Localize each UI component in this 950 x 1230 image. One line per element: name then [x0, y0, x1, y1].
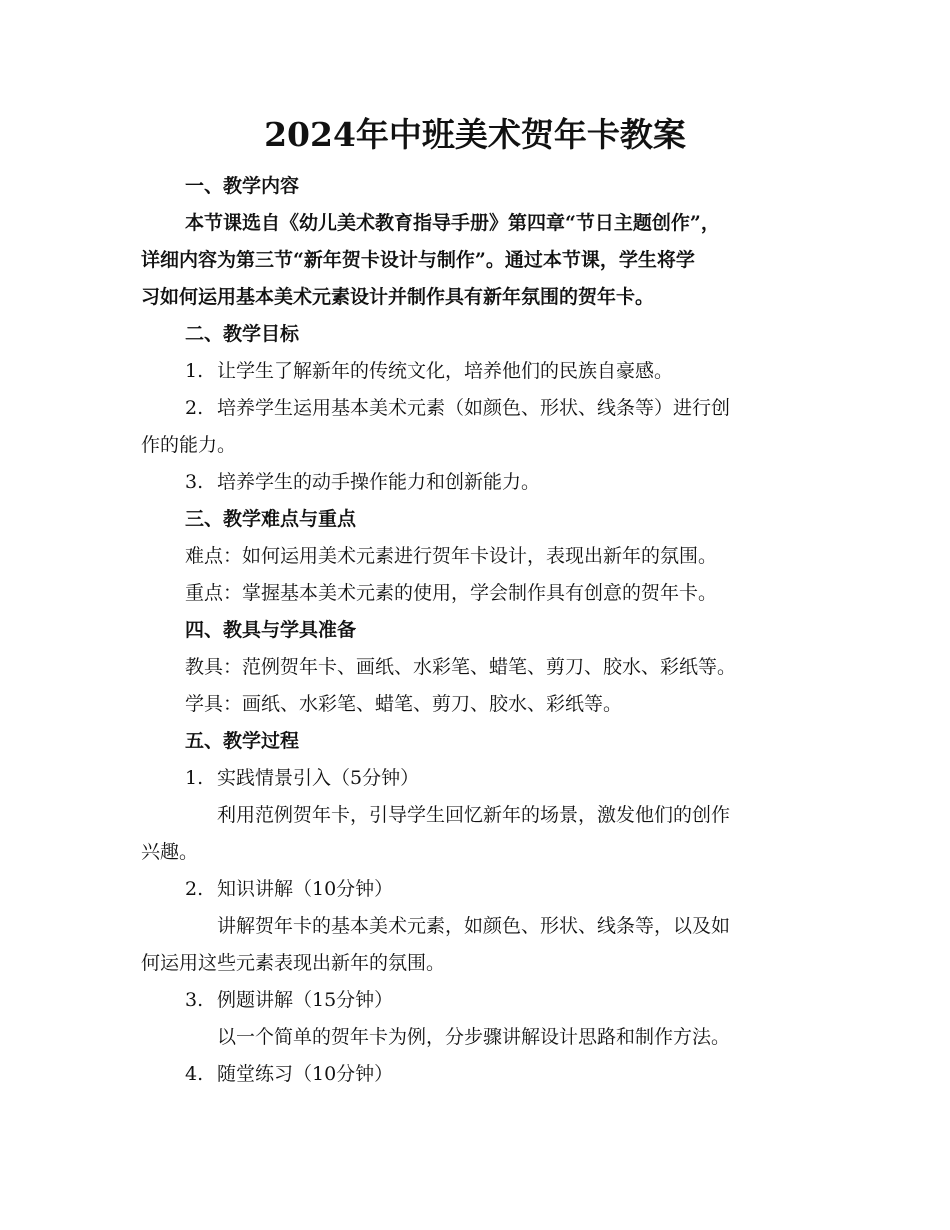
list-item	[141, 353, 807, 390]
list-number: 3.	[185, 471, 204, 493]
step-title-text: 知识讲解（10分钟）	[217, 878, 394, 900]
section-heading-difficulties: 三、教学难点与重点	[185, 508, 357, 530]
section-heading-process: 五、教学过程	[185, 730, 300, 752]
list-number: 3.	[185, 989, 204, 1011]
document-body	[141, 168, 807, 1093]
step-description: 利用范例贺年卡，引导学生回忆新年的场景，激发他们的创作	[217, 804, 731, 826]
document-title: 2024年中班美术贺年卡教案	[264, 115, 686, 154]
list-number: 2.	[185, 397, 204, 419]
step-title	[141, 982, 807, 1019]
paragraph-line: 难点：如何运用美术元素进行贺年卡设计，表现出新年的氛围。	[185, 545, 718, 567]
list-item-continuation: 作的能力。	[141, 434, 237, 456]
section-heading-materials: 四、教具与学具准备	[185, 619, 357, 641]
step-title-text: 例题讲解（15分钟）	[217, 989, 394, 1011]
list-item	[141, 390, 807, 427]
section-heading-content: 一、教学内容	[185, 175, 300, 197]
step-description-continuation: 兴趣。	[141, 841, 199, 863]
step-description: 讲解贺年卡的基本美术元素，如颜色、形状、线条等，以及如	[217, 915, 731, 937]
step-title-text: 随堂练习（10分钟）	[217, 1063, 394, 1085]
list-item	[141, 464, 807, 501]
list-number: 2.	[185, 878, 204, 900]
list-item-text: 培养学生运用基本美术元素（如颜色、形状、线条等）进行创	[217, 397, 731, 419]
list-number: 4.	[185, 1063, 204, 1085]
paragraph-line: 教具：范例贺年卡、画纸、水彩笔、蜡笔、剪刀、胶水、彩纸等。	[185, 656, 737, 678]
paragraph-line: 本节课选自《幼儿美术教育指导手册》第四章“节日主题创作”，	[185, 212, 720, 234]
list-item-text: 培养学生的动手操作能力和创新能力。	[217, 471, 541, 493]
paragraph-line: 学具：画纸、水彩笔、蜡笔、剪刀、胶水、彩纸等。	[185, 693, 623, 715]
step-title	[141, 871, 807, 908]
step-description: 以一个简单的贺年卡为例，分步骤讲解设计思路和制作方法。	[217, 1026, 731, 1048]
list-number: 1.	[185, 360, 204, 382]
step-description-continuation: 何运用这些元素表现出新年的氛围。	[141, 952, 446, 974]
step-title-text: 实践情景引入（5分钟）	[217, 767, 420, 789]
paragraph-line: 重点：掌握基本美术元素的使用，学会制作具有创意的贺年卡。	[185, 582, 718, 604]
list-number: 1.	[185, 767, 204, 789]
step-title	[141, 1056, 807, 1093]
paragraph-line: 习如何运用基本美术元素设计并制作具有新年氛围的贺年卡。	[141, 286, 655, 308]
list-item-text: 让学生了解新年的传统文化，培养他们的民族自豪感。	[217, 360, 674, 382]
step-title	[141, 760, 807, 797]
paragraph-line: 详细内容为第三节“新年贺卡设计与制作”。通过本节课，学生将学	[141, 249, 695, 271]
section-heading-objectives: 二、教学目标	[185, 323, 300, 345]
